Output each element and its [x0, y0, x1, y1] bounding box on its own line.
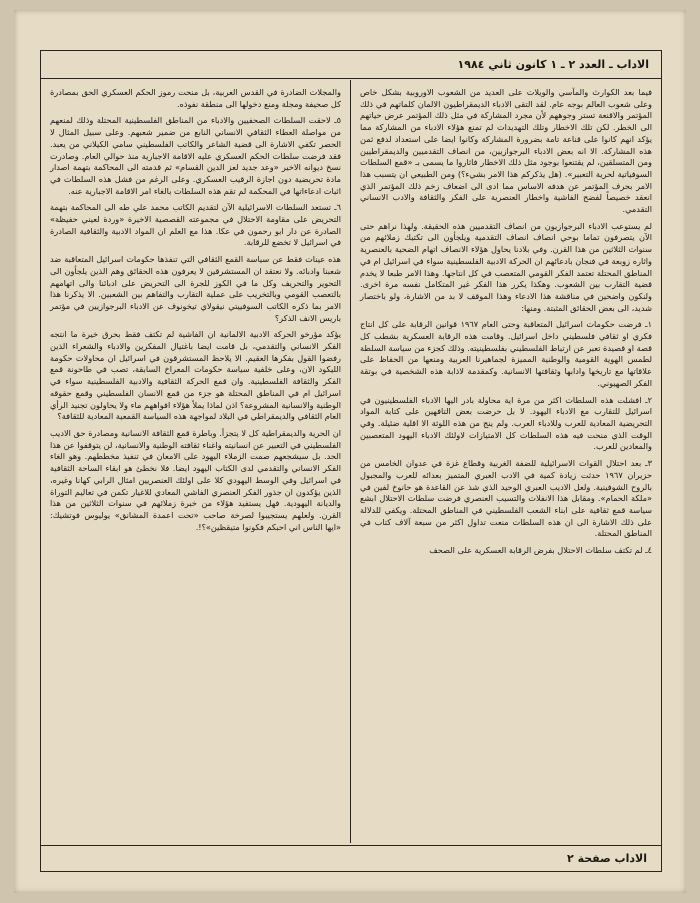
column-left [41, 80, 351, 843]
paragraph: لم يستوعب الادباء البرجوازيون من انصاف التقدميين هذه الحقيقة. ولهذا نراهم حتى الآن يتصرفون تماما بوحي انصاف انصاف التقدمية ويلجأون الى تكتيك زملائهم من سنوات الثلاثين من هذا القرن. وفي بلادنا يحاول هؤلاء الانصاف اتهام الضحية بالعنصرية واثاره زوبعة في فنجان بادعائهم ان الحركة الادبية الفلسطينية سواء في اسرائيل ام في المناطق المحتلة تعتمد الفكر القومي المتعصب في كل انتاجها. وهذا الامر طبعا لا يخدم قضية التقارب بين الشعوب. وهكذا يكرر هذا الفكر غير المتكامل نفسه مرة اخرى. ولنكون واضحين في مناقشة هذا الادعاء وهذا الموقف لا بد من الاشارة، ولو باختصار شديد، الى بعض الحقائق المثبتة. ومنها: [360, 220, 652, 313]
paragraph: ان الحرية والديمقراطية كل لا يتجزأ. وباطرة قمع الثقافة الانسانية ومصادرة حق الاديب الفلسطيني في التعبير عن انسانيته واغناء ثقافته الوطنية والانسانية، لن يتوقفوا عن هذا الحد. بل سيشجعهم صمت الزملاء اليهود على الامعان في تنفيذ مخططهم. وهو الغاء الفكر الانساني والتقدمي لدى الكتاب اليهود ايضا. فلا نخطئ هو ابقاء الساحة الثقافية في اسرائيل وفي الوسط اليهودي كلا على اولئك العنصريين امثال الرابي كهانا وغيره، الذين يؤكدون ان جذور الفكر العنصري الفاشي المعادي للاغيار تكمن في تعاليم التوراة والديانة اليهودية. فهل يستفيد هؤلاء من خبرة زملائهم في سنوات الثلاثين من هذا القرن. ولعلهم يستجيبوا لصرخة صاحب «تحت اعمدة المشانق» يوليوس فوتشيك: «ايها الناس اني احبكم فكونوا متيقظين»؟!. [50, 427, 341, 532]
paragraph: ٣ـ بعد احتلال القوات الاسرائيلية للضفة الغربية وقطاع غزة في عدوان الخامس من حزيران ١٩٦٧ حدثت زيادة كمية في الادب العبري المتميز بعدائه للعرب والمجبول بالروح الشوفينية. ولعل الاديب العبري الوحيد الذي شذ عن القاعدة هو حانوخ لفين في «ملكة الحمام». ومقابل هذا الانفلات والتسيب العنصري فرضت سلطات الاحتلال ابشع سياسة قمع ثقافية على ابناء الشعب الفلسطيني في المناطق المحتلة. ويكفي للدلالة على ذلك الاشارة الى ان هذه السلطات منعت تداول اكثر من سبعة آلاف كتاب في المناطق المحتلة. [360, 458, 653, 539]
paragraph: والمجلات الضادرة في القدس العربية، بل منحت رموز الحكم العسكري الحق بمصادرة كل صحيفة ومجلة ومنع دخولها الى منطقة نفوذه. [50, 87, 341, 109]
paragraph: ٢ـ افشلت هذه السلطات اكثر من مرة اية محاولة بادر اليها الادباء الفلسطينيون في اسرائيل للتقارب مع الادباء اليهود. لا بل حرضت بعض التافهين على كتابة المواد التحريضية المعادية للعرب وللادباء العرب. ولم ينج من هذه اللوثة الا اقلية ضئيلة. وفي الوقت الذي منحت فيه هذه السلطات كل الامتيازات لاولئك الادباء اليهود المتعصبين والمعادين للعرب. [360, 394, 652, 452]
page-header [41, 51, 661, 79]
paragraph: ٥ـ لاحقت السلطات الصحفيين والادباء من المناطق الفلسطينية المحتلة وذلك لمنعهم من مواصلة العطاء الثقافي الانساني النابع من ضمير شعبهم. وعلى سبيل المثال لا الحصر تكفي الاشارة الى قضية الشاعر والكاتب الفلسطيني سامي الكيلاني من يعبد. فقد فرضت سلطات الحكم العسكري عليه الاقامة الاجبارية منذ حوالي العام. وصادرت نسخ ديوانه الاخير «وعد جديد لعز الدين القسام» ثم قدمته الى المحاكمة بتهمة اصدار مادة تحريضية دون اجازة الرقيب العسكري. وعلى الرغم من فشل هذه السلطات في اثبات ادعاءاتها في المحكمة لم تقم هذه السلطات بالغاء امر الاقامة الاجبارية عنه. [50, 115, 341, 196]
magazine-page [14, 10, 686, 893]
column-right [351, 80, 661, 843]
article-body [41, 80, 661, 843]
page-number-label: الاداب صفحة ٢ [567, 852, 647, 865]
page-frame [40, 50, 662, 872]
paragraph: يؤكد مؤرخو الحركة الادبية الالمانية ان الفاشية لم تكتف فقط بحرق خيرة ما انتجه الفكر الانساني والتقدمي، بل قامت ايضا باغتيال المفكرين والادباء والشعراء الذين رفضوا القول بفكرها العقيم. الا يلاحظ المستشرقون في اسرائيل ان محاولات حكومة الليكود الان، وعلى خلفية سياسة حكومات المعراخ السابقة، تصب في طاحونة قمع الفكر والثقافة الفلسطينية. وان قمع الحركة الثقافية والادبية الفلسطينية سواء في اسرائيل ام في المناطق المحتلة هو جزء من قمع الانسان الفلسطيني وقمع حقوقه الوطنية والانسانية المشروعة؟ اذن لماذا يملأ هؤلاء افواههم ماء ولا يحاولون تجنيد الرأي العام الثقافي والديمقراطي في البلاد لمواجهة هذه السياسة القمعية المعادية للثقافة؟ [50, 329, 341, 422]
page-footer [41, 845, 661, 871]
paragraph: ٤ـ لم تكتف سلطات الاحتلال بفرض الرقابة العسكرية على الصحف [429, 545, 652, 556]
paragraph: ٦ـ تستعد السلطات الاسرائيلية الآن لتقديم الكاتب محمد علي طه الى المحاكمة بتهمة التحريض على مقاومة الاحتلال في مجموعته القصصية الاخيرة «وردة لعيني حفيظة» الصادرة عن دار ابو رحمون في عكا. هذا مع العلم ان المواد الادبية والثقافية الصادرة في اسرائيل لا تخضع للرقابة. [50, 202, 341, 248]
masthead: الاداب ـ العدد ٢ ـ ١ كانون ثاني ١٩٨٤ [457, 58, 649, 71]
paragraph: ١ـ فرضت حكومات اسرائيل المتعاقبة وحتى العام ١٩٦٧ قوانين الرقابة على كل انتاج فكري او ثقافي فلسطيني داخل اسرائيل. وقامت هذه الرقابة العسكرية بشطب كل قصة او قصيدة تعبر عن ارتباط الفلسطيني بفلسطينيته. وذلك كجزء من سياسة السلطة لطمس الهوية القومية والوطنية المميزة لجماهيرنا العربية ومنعها من الحفاظ على علاقاتها مع تاريخها وادابها وثقافتها الانسانية. وكمقدمة لاذابة هذه الشخصية في بوتقة الفكر الصهيوني. [360, 319, 652, 388]
paragraph: هذه عينات فقط عن سياسة القمع الثقافي التي تنفذها حكومات اسرائيل المتعاقبة ضد شعبنا وادبائه. ولا نعتقد ان المستشرقين لا يعرفون هذه الحقائق وهم الذين يلجأون الى التحوير والتحريف وكل ما في الكوز للجرة الى التحريض على ادبائنا والى اتهامهم بالتعصب القومي وبالتخريب على عملية التقارب والتفاهم بين الشعبين. الا يذكرنا هذا الامر بما ذكره الكاتب السوفييتي نيقولاي تيخونوف عن الادباء البرجوازيين في مؤتمر باريس الانف الذكر؟ [50, 254, 341, 323]
paragraph: فيما بعد الكوارث والمآسي والويلات على العديد من الشعوب الاوروبية بشكل خاص وعلى شعوب العالم بوجه عام. لقد التقى الادباء الديمقراطيون الالمان كلماتهم في ذلك المؤتمر والاقنعة تستر وجوههم لأن مجرد المشاركة في مثل ذلك المؤتمر عرض حياتهم الى الخطر. لكن تلك الاخطار وتلك التهديدات لم تمنع هؤلاء الادباء من المشاركة مما يؤكد انهم كانوا على قناعة تامة بضرورة المشاركة وكانوا ايضا على استعداد لدفع ثمن هذه المشاركة. الا انه بعض الادباء البرجوازيين، من انصاف التقدميين والديمقراطيين ومن المتسلقين، لم يقتنعوا بوجود مثل ذلك الاخطار فاثاروا ما يسمى بـ «قمع السلطات السوفياتية لحرية التعبير». (هل يذكركم هذا الامر بشيء؟) ومن الطبيعي ان يتسبب هذا الامر بحرف المؤتمر عن هدفه الاساس مما ادى الى اضعاف زخم ذلك المؤتمر الذي انعقد خصيصاً لفضح الفاشية واخطار العنصرية على الفكر والثقافة والادب الانساني التقدمي. [360, 87, 652, 215]
